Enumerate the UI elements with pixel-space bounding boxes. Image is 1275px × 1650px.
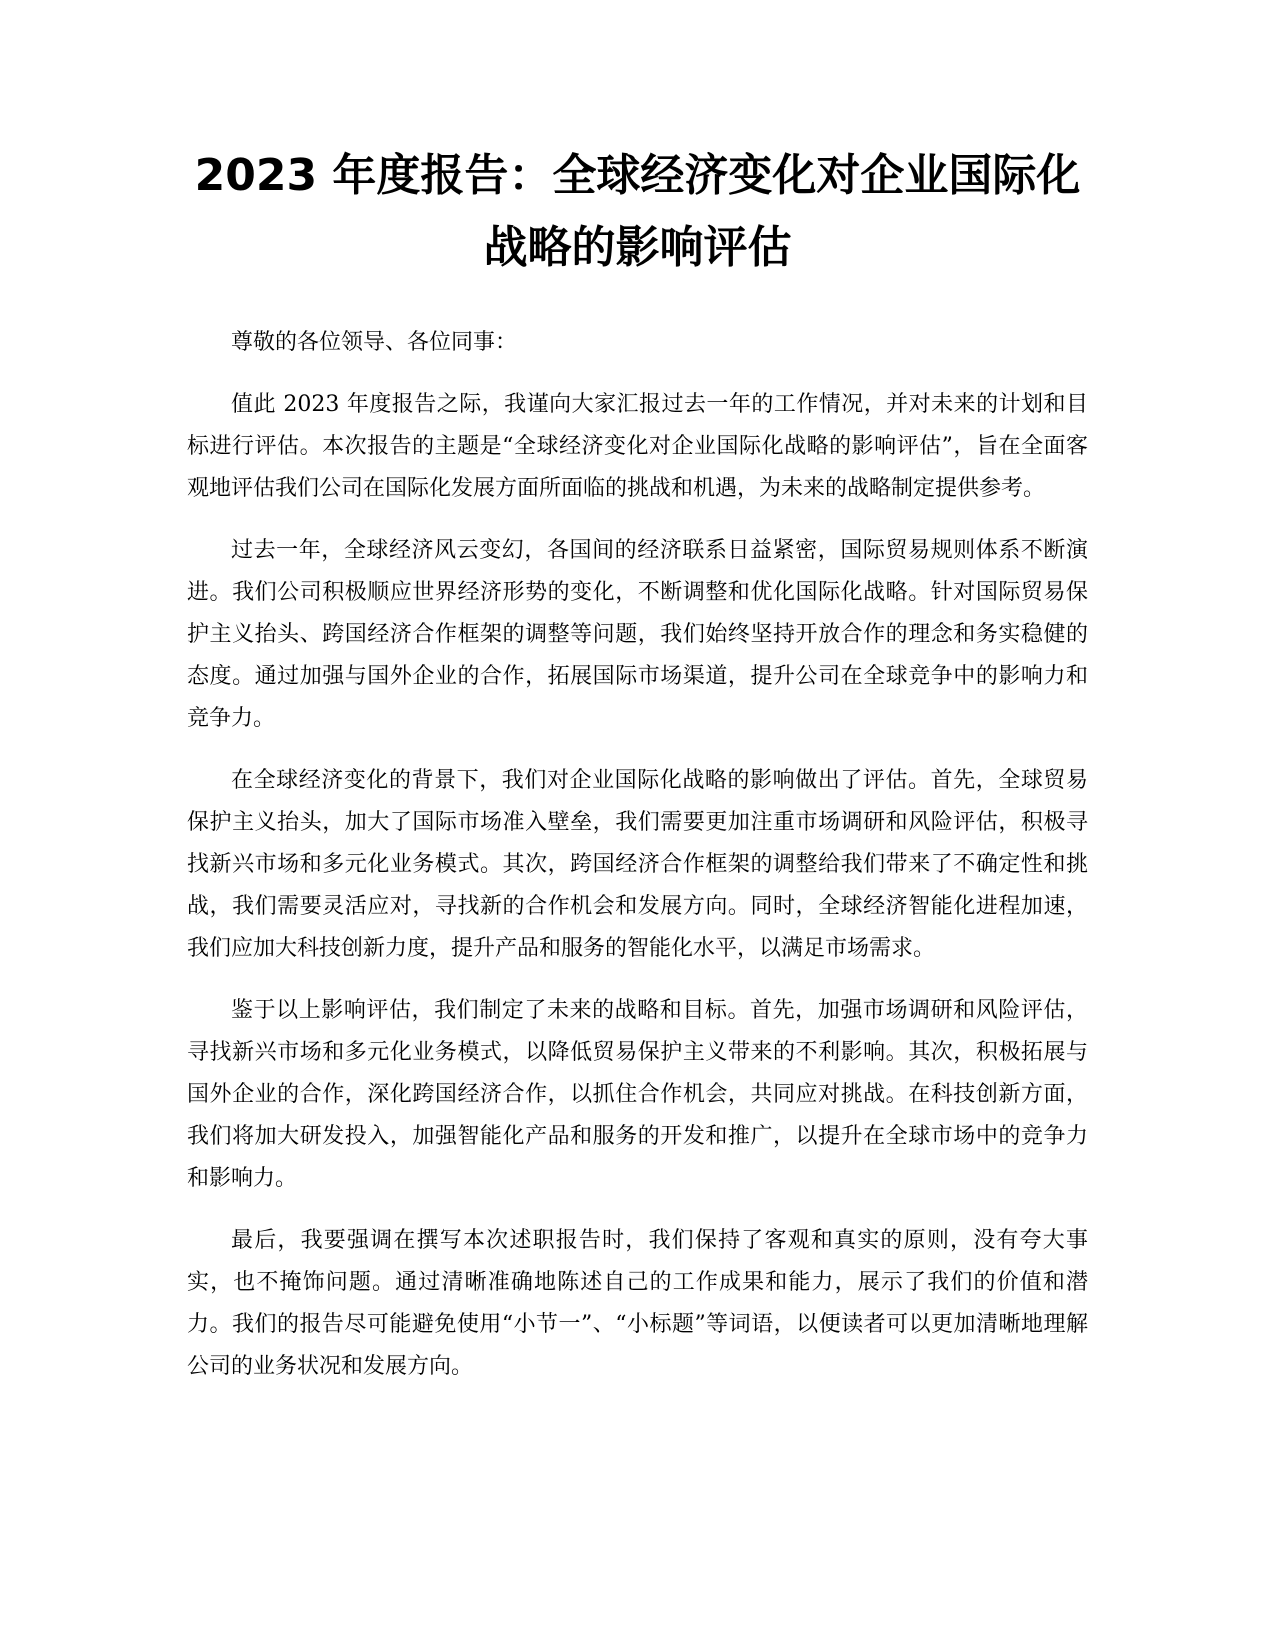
- paragraph-introduction: 值此 2023 年度报告之际，我谨向大家汇报过去一年的工作情况，并对未来的计划和目标进行评估。本次报告的主题是“全球经济变化对企业国际化战略的影响评估”，旨在全面客观地评估我们公司在国际化发展方面所面临的挑战和机遇，为未来的战略制定提供参考。: [187, 392, 1088, 501]
- document-title: [170, 140, 1105, 284]
- document-body: [187, 322, 1088, 1408]
- paragraph-conclusion: 最后，我要强调在撰写本次述职报告时，我们保持了客观和真实的原则，没有夸大事实，也不掩饰问题。通过清晰准确地陈述自己的工作成果和能力，展示了我们的价值和潜力。我们的报告尽可能避免使用“小节一”、“小标题”等词语，以便读者可以更加清晰地理解公司的业务状况和发展方向。: [187, 1228, 1088, 1379]
- title-line-1: 2023 年度报告：全球经济变化对企业国际化: [194, 150, 1081, 201]
- title-line-2: 战略的影响评估: [483, 222, 792, 273]
- paragraph-past-year: 过去一年，全球经济风云变幻，各国间的经济联系日益紧密，国际贸易规则体系不断演进。我们公司积极顺应世界经济形势的变化，不断调整和优化国际化战略。针对国际贸易保护主义抬头、跨国经济合作框架的调整等问题，我们始终坚持开放合作的理念和务实稳健的态度。通过加强与国外企业的合作，拓展国际市场渠道，提升公司在全球竞争中的影响力和竞争力。: [187, 538, 1088, 731]
- paragraph-strategy: 鉴于以上影响评估，我们制定了未来的战略和目标。首先，加强市场调研和风险评估，寻找新兴市场和多元化业务模式，以降低贸易保护主义带来的不利影响。其次，积极拓展与国外企业的合作，深化跨国经济合作，以抓住合作机会，共同应对挑战。在科技创新方面，我们将加大研发投入，加强智能化产品和服务的开发和推广，以提升在全球市场中的竞争力和影响力。: [187, 998, 1088, 1191]
- paragraph-assessment: 在全球经济变化的背景下，我们对企业国际化战略的影响做出了评估。首先，全球贸易保护主义抬头，加大了国际市场准入壁垒，我们需要更加注重市场调研和风险评估，积极寻找新兴市场和多元化业务模式。其次，跨国经济合作框架的调整给我们带来了不确定性和挑战，我们需要灵活应对，寻找新的合作机会和发展方向。同时，全球经济智能化进程加速，我们应加大科技创新力度，提升产品和服务的智能化水平，以满足市场需求。: [187, 768, 1088, 961]
- salutation: 尊敬的各位领导、各位同事：: [231, 330, 518, 355]
